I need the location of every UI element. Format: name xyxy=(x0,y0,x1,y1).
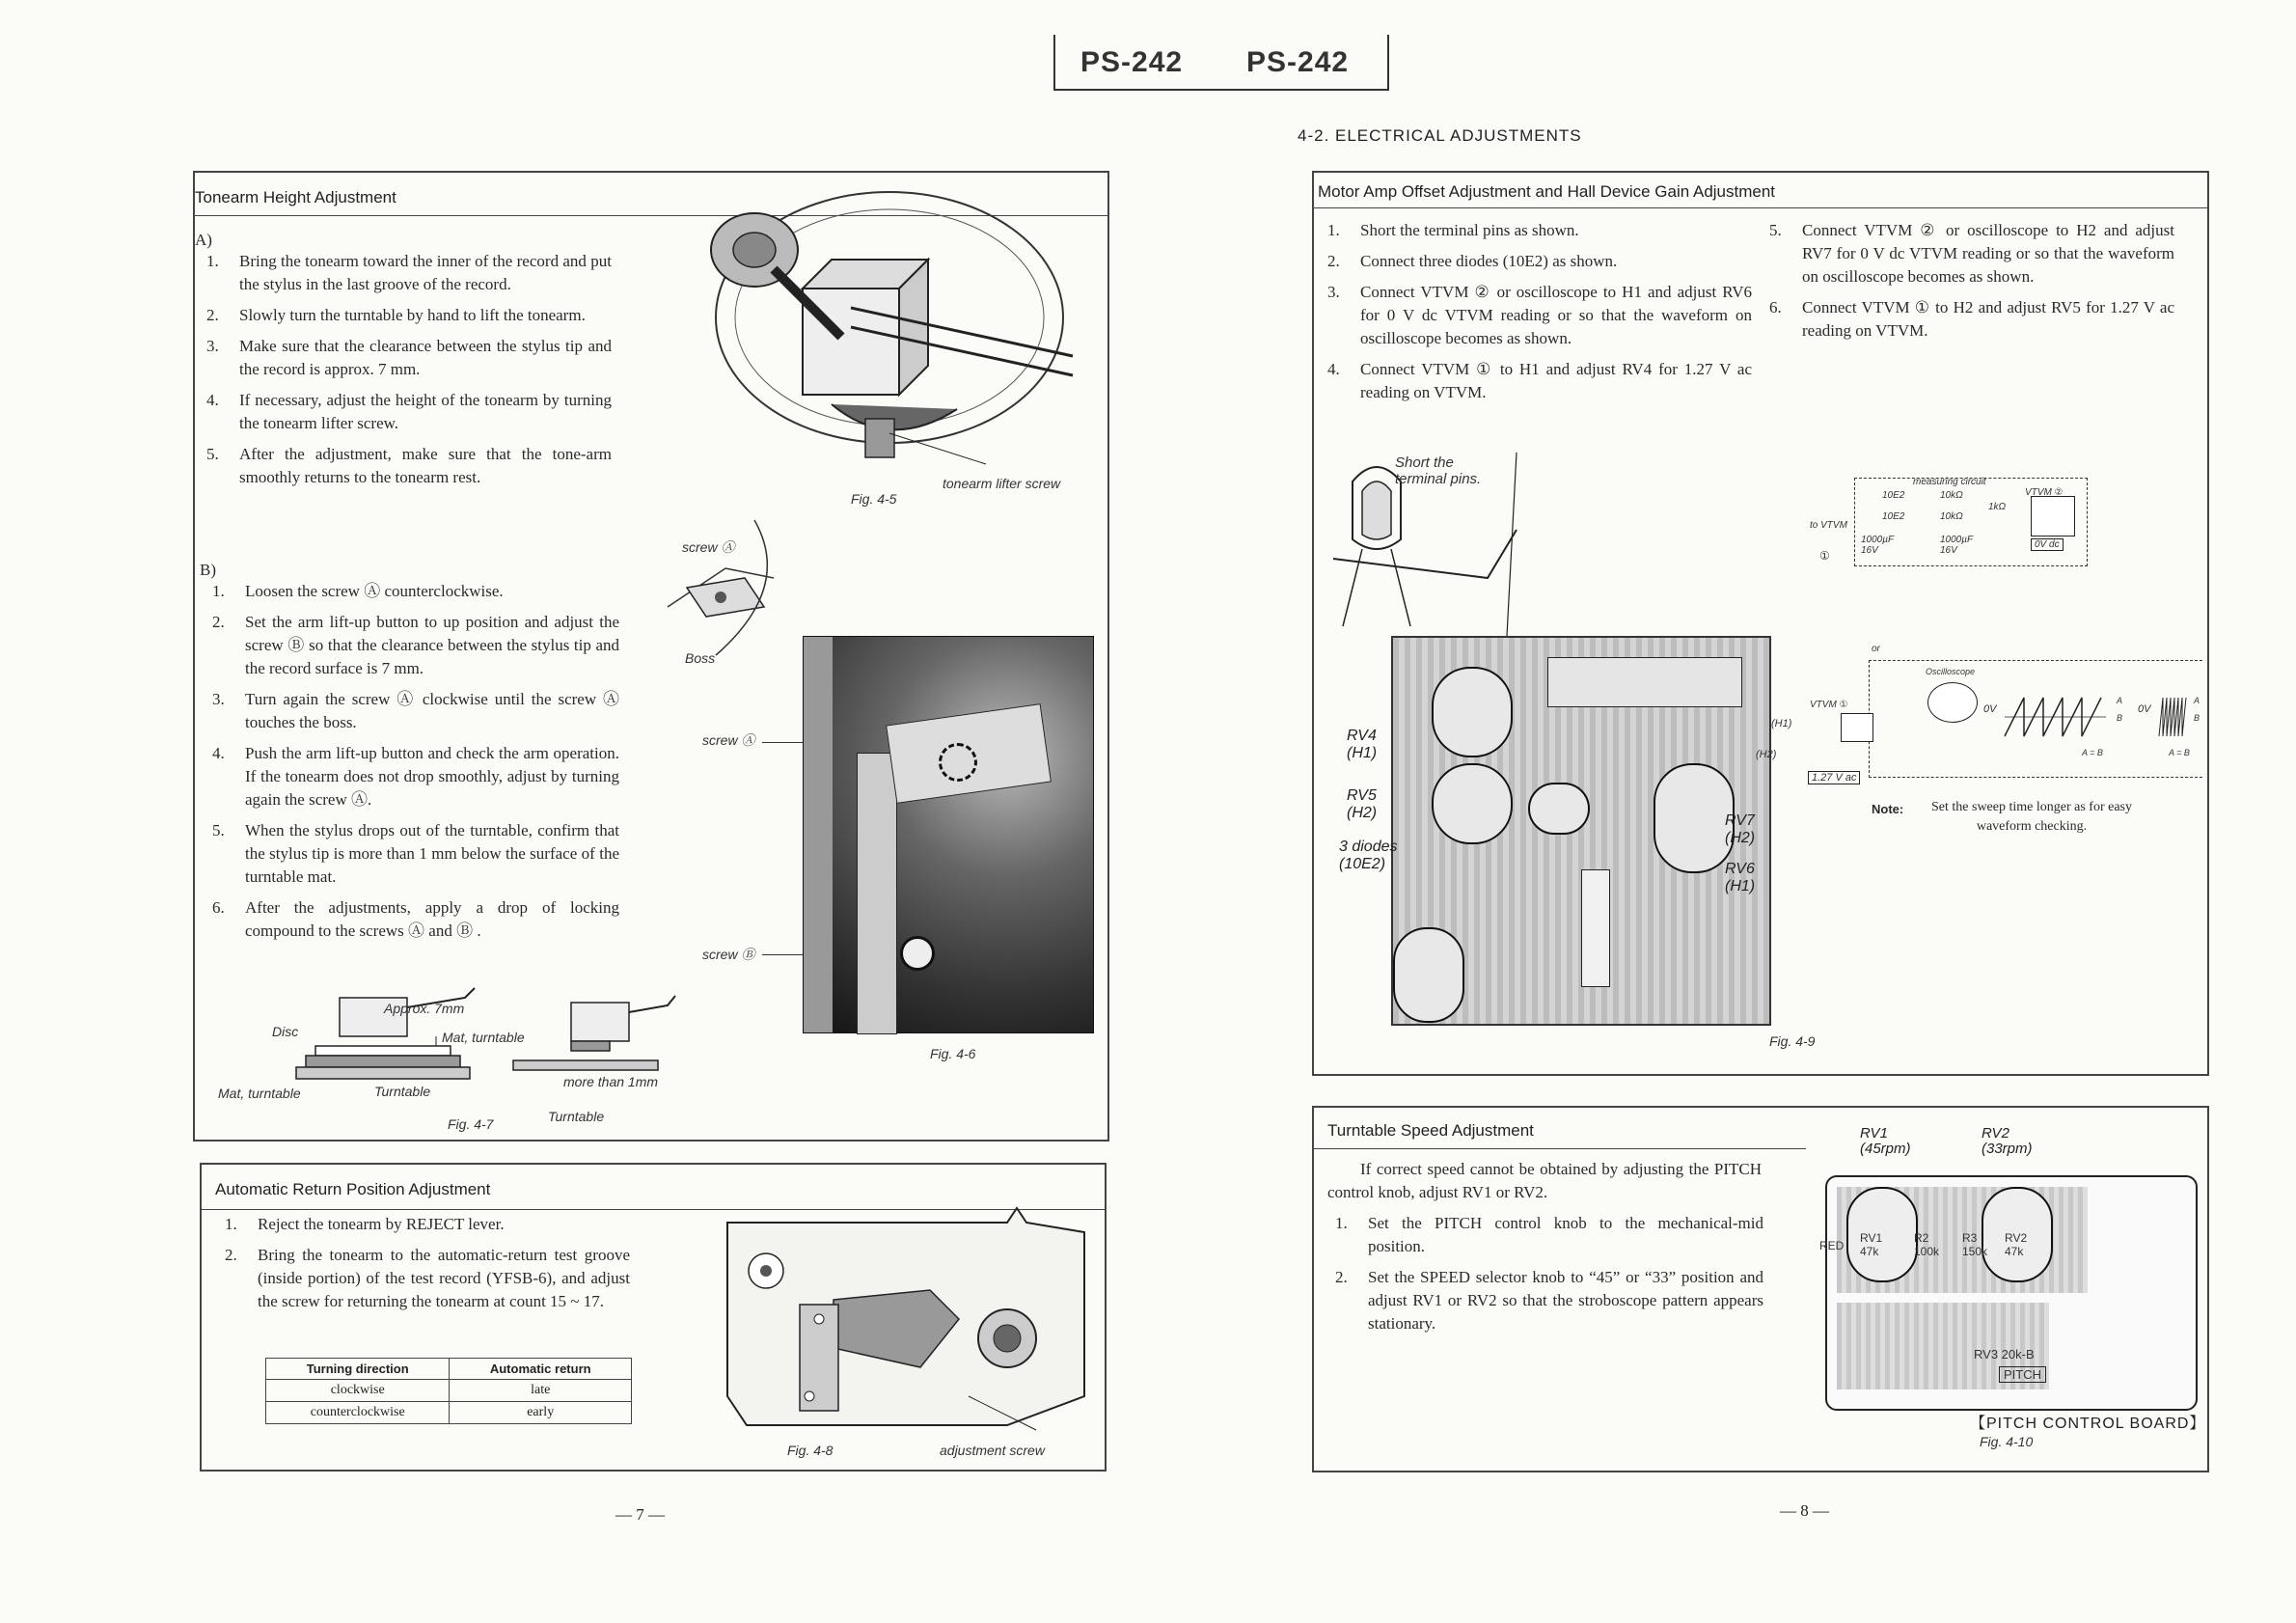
tonearm-lifter-illustration xyxy=(668,202,1092,491)
label-a: A xyxy=(2117,696,2123,705)
page-header xyxy=(1053,35,1389,91)
table-row: clockwise late xyxy=(266,1380,632,1402)
label-to-vtvm: to VTVM xyxy=(1810,520,1847,531)
osc-screen xyxy=(1927,682,1978,723)
board-label-r3: R3 150k xyxy=(1962,1231,1988,1258)
label-vtvm2: VTVM ② xyxy=(2025,487,2064,498)
fig-4-5-caption: Fig. 4-5 xyxy=(851,491,897,507)
osc-title: Oscilloscope xyxy=(1926,667,1976,676)
label-a-eq-b: A = B xyxy=(2082,748,2103,757)
label-vtvm1: VTVM ① xyxy=(1810,700,1848,710)
part-b-steps xyxy=(212,580,619,950)
note-text: Set the sweep time longer as for easy waveform checking. xyxy=(1931,800,2132,834)
label-zero-v2: 0V xyxy=(2138,703,2151,715)
list-item: 1. Reject the tonearm by REJECT lever. xyxy=(225,1215,505,1233)
label-rv7: RV7 xyxy=(1725,812,1755,829)
dense-waveform-icon xyxy=(2159,688,2194,746)
model-left: PS-242 xyxy=(1080,46,1184,78)
label-h1: (H1) xyxy=(1771,718,1792,729)
board-label-rv1: RV1 47k xyxy=(1860,1231,1883,1258)
label-rv5-sub: (H2) xyxy=(1347,805,1378,821)
fig-4-6-caption: Fig. 4-6 xyxy=(930,1046,976,1061)
table-row: counterclockwise early xyxy=(266,1402,632,1424)
label-r2: 10kΩ xyxy=(1940,511,1963,522)
auto-return-panel xyxy=(200,1163,1107,1472)
list-item: 1. Bring the tonearm toward the inner of the record and put the stylus in the last groove of the record. xyxy=(206,252,612,293)
turntable-speed-intro: If correct speed cannot be obtained by adjusting the PITCH control knob, adjust RV1 or RV2. xyxy=(1327,1160,1762,1201)
part-a-steps xyxy=(206,250,612,497)
list-item: 2. Bring the tonearm to the automatic-return test groove (inside portion) of the test record (YFSB-6), and adjust the screw for returning the tonearm at count 15 ~ 17. xyxy=(225,1246,630,1310)
label-mat-turntable-right: Mat, turntable xyxy=(442,1030,525,1045)
label-mat-turntable-left: Mat, turntable xyxy=(218,1086,301,1101)
label-b: B xyxy=(2117,713,2123,723)
label-rv2: RV2 xyxy=(1982,1125,2009,1142)
list-item: 2. Set the arm lift-up button to up position and adjust the screw Ⓑ so that the clearance between the stylus tip and the record surface is 7 mm. xyxy=(212,613,619,677)
label-h2: (H2) xyxy=(1756,749,1777,760)
label-rv7-sub: (H2) xyxy=(1725,830,1756,846)
list-item: 1. Short the terminal pins as shown. xyxy=(1327,221,1579,239)
label-boss: Boss xyxy=(685,650,716,666)
motor-amp-steps-right xyxy=(1769,219,2174,350)
vtvm2-meter xyxy=(2031,496,2075,536)
turntable-speed-title-rule xyxy=(1314,1148,1806,1149)
label-rv1-sub: (45rpm) xyxy=(1860,1141,1911,1157)
label-c2: 1000µF 16V xyxy=(1940,535,1973,556)
section-title: 4-2. ELECTRICAL ADJUSTMENTS xyxy=(1298,126,1582,145)
label-short-pins: Short the terminal pins. xyxy=(1395,454,1482,487)
list-item: 4. Push the arm lift-up button and check the arm operation. If the tonearm does not drop smoothly, adjust by turning again the screw Ⓐ. xyxy=(212,744,619,809)
label-screw-b: screw Ⓑ xyxy=(702,947,755,962)
label-c1: 1000µF 16V xyxy=(1861,535,1894,556)
list-item: 5. Connect VTVM ② or oscilloscope to H2 and adjust RV7 for 0 V dc VTVM reading or so that the waveform on oscilloscope becomes as shown. xyxy=(1769,221,2174,286)
board-label-red: RED xyxy=(1819,1239,1845,1252)
table-header: Automatic return xyxy=(450,1359,632,1380)
measuring-title: measuring circuit xyxy=(1913,477,1986,487)
label-or: or xyxy=(1872,644,1880,654)
label-3-diodes-sub: (10E2) xyxy=(1339,856,1386,872)
list-item: 1. Loosen the screw Ⓐ counterclockwise. xyxy=(212,582,504,600)
page-number-right: — 8 — xyxy=(1780,1501,1829,1520)
list-item: 2. Connect three diodes (10E2) as shown. xyxy=(1327,252,1618,270)
label-rv5: RV5 xyxy=(1347,787,1377,804)
label-disc: Disc xyxy=(272,1024,299,1039)
label-b2: B xyxy=(2194,713,2200,723)
turntable-speed-panel xyxy=(1312,1106,2209,1472)
label-rv1: RV1 xyxy=(1860,1125,1888,1142)
list-item: 6. Connect VTVM ① to H2 and adjust RV5 for 1.27 V ac reading on VTVM. xyxy=(1769,298,2174,340)
tonearm-height-panel xyxy=(193,171,1109,1142)
label-3-diodes: 3 diodes xyxy=(1339,839,1398,855)
turntable-photo xyxy=(803,636,1094,1033)
oscilloscope-panel xyxy=(1869,660,2202,778)
turntable-speed-title: Turntable Speed Adjustment xyxy=(1327,1121,1534,1140)
model-right: PS-242 xyxy=(1246,46,1350,78)
vtvm1-meter xyxy=(1841,713,1873,742)
note-label: Note: xyxy=(1872,802,1904,816)
list-item: 3. Make sure that the clearance between the stylus tip and the record is approx. 7 mm. xyxy=(206,337,612,378)
label-more-than-1mm: more than 1mm xyxy=(563,1074,659,1089)
label-r3: 1kΩ xyxy=(1988,502,2007,512)
auto-return-steps xyxy=(225,1213,630,1321)
label-rv6: RV6 xyxy=(1725,861,1755,877)
page-number-left: — 7 — xyxy=(615,1505,665,1524)
label-1-27-v-ac: 1.27 V ac xyxy=(1808,771,1860,784)
turntable-speed-steps xyxy=(1335,1212,1763,1343)
list-item: 3. Connect VTVM ② or oscilloscope to H1 and adjust RV6 for 0 V dc VTVM reading or so that the waveform on oscilloscope becomes as shown. xyxy=(1327,283,1752,347)
fig-4-9-caption: Fig. 4-9 xyxy=(1769,1033,1816,1049)
list-item: 4. Connect VTVM ① to H1 and adjust RV4 for 1.27 V ac reading on VTVM. xyxy=(1327,360,1752,401)
label-r1: 10kΩ xyxy=(1940,490,1963,501)
label-d2: 10E2 xyxy=(1882,511,1905,522)
label-a-eq-b2: A = B xyxy=(2169,748,2190,757)
auto-return-mechanism-illustration xyxy=(718,1203,1094,1435)
label-zero-v: 0V xyxy=(1983,703,1997,715)
label-screw-a-top: screw Ⓐ xyxy=(682,539,735,555)
label-tonearm-lifter: tonearm lifter screw xyxy=(943,476,1061,491)
turning-direction-table xyxy=(265,1358,632,1424)
tonearm-height-title: Tonearm Height Adjustment xyxy=(195,188,396,206)
list-item: 4. If necessary, adjust the height of the tonearm by turning the tonearm lifter screw. xyxy=(206,391,612,432)
label-vdc: 0V dc xyxy=(2031,538,2064,551)
label-screw-a: screw Ⓐ xyxy=(702,732,755,748)
pitch-control-board xyxy=(1819,1175,2198,1411)
motor-amp-title-rule xyxy=(1314,207,2209,208)
sawtooth-waveform-icon xyxy=(2005,688,2111,746)
screw-boss-illustration xyxy=(648,510,793,665)
motor-amp-panel xyxy=(1312,171,2209,1076)
fig-4-8-caption: Fig. 4-8 xyxy=(787,1443,834,1458)
label-turntable-right: Turntable xyxy=(548,1109,605,1124)
label-rv6-sub: (H1) xyxy=(1725,878,1756,894)
label-d1: 10E2 xyxy=(1882,490,1905,501)
label-rv4: RV4 xyxy=(1347,728,1377,744)
label-rv2-sub: (33rpm) xyxy=(1982,1141,2033,1157)
label-approx-7mm: Approx. 7mm xyxy=(384,1001,465,1016)
part-b-label: B) xyxy=(200,561,216,579)
list-item: 5. After the adjustment, make sure that the tone-arm smoothly returns to the tonearm rest. xyxy=(206,445,612,486)
list-item: 5. When the stylus drops out of the turntable, confirm that the stylus tip is more than 1 mm below the surface of the turntable mat. xyxy=(212,821,619,886)
board-label-r2: R2 100k xyxy=(1914,1231,1940,1258)
table-header: Turning direction xyxy=(266,1359,450,1380)
label-a2: A xyxy=(2194,696,2200,705)
fig-4-10-caption: Fig. 4-10 xyxy=(1980,1434,2034,1449)
label-rv4-sub: (H1) xyxy=(1347,745,1378,761)
label-vtvm1-circle: ① xyxy=(1819,549,1830,563)
board-label-rv3: RV3 20k-B xyxy=(1974,1347,2035,1362)
motor-amp-title: Motor Amp Offset Adjustment and Hall Device Gain Adjustment xyxy=(1318,182,1776,201)
board-label-pitch: PITCH xyxy=(1999,1366,2046,1383)
auto-return-title: Automatic Return Position Adjustment xyxy=(215,1180,491,1198)
motor-amp-steps-left xyxy=(1327,219,1752,412)
part-a-label: A) xyxy=(195,231,212,249)
list-item: 1. Set the PITCH control knob to the mechanical-mid position. xyxy=(1335,1214,1763,1255)
label-turntable-left: Turntable xyxy=(374,1084,431,1099)
board-label-rv2: RV2 47k xyxy=(2005,1231,2028,1258)
list-item: 6. After the adjustments, apply a drop of locking compound to the screws Ⓐ and Ⓑ . xyxy=(212,898,619,940)
label-adjustment-screw: adjustment screw xyxy=(940,1443,1045,1458)
motor-amp-pcb xyxy=(1391,636,1771,1026)
list-item: 2. Set the SPEED selector knob to “45” or “33” position and adjust RV1 or RV2 so that the stroboscope pattern appears stationary. xyxy=(1335,1268,1763,1333)
list-item: 3. Turn again the screw Ⓐ clockwise until the screw Ⓐ touches the boss. xyxy=(212,690,619,731)
fig-4-7-caption: Fig. 4-7 xyxy=(448,1116,494,1132)
list-item: 2. Slowly turn the turntable by hand to lift the tonearm. xyxy=(206,306,586,324)
pitch-board-name: 【PITCH CONTROL BOARD】 xyxy=(1970,1416,2206,1432)
